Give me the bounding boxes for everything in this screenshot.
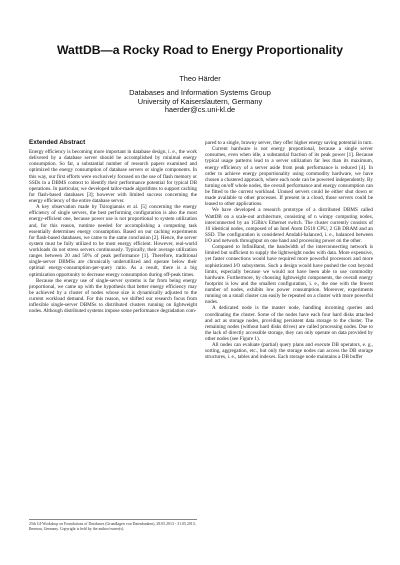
author-block	[0, 74, 400, 115]
section-heading: Extended Abstract	[29, 139, 86, 146]
paragraph: All nodes can evaluate (partial) query plans and execute DB operators, e. g., sorting, aggregation, etc., but only the storage nodes can access the DB storage structures, i. e., tables and indexes. Each storage node maintains a DB buffer	[205, 342, 373, 361]
paragraph: Current hardware is not energy proportional, because a single server consumes, even when idle, a substantial fraction of its peak power [1]. Because typical usage patterns lead to a server utilization far less than its maximum, energy efficiency of a server aside from peak performance is reduced [4]. In order to achieve energy proportionality using commodity hardware, we have chosen a clustered approach, where each node can be powered independently. By turning on/off whole nodes, the overall performance and energy consumption can be fitted to the current workload. Unused servers could be either shut down or made available to other processes. If present in a cloud, those servers could be leased to other applications.	[205, 146, 373, 208]
affiliation-line: Databases and Information Systems Group	[129, 88, 271, 97]
paragraph: We have developed a research prototype of a distributed DBMS called WattDB on a scale-out architecture, consisting of n wimpy computing nodes, interconnected by an 1GBit/s Ethernet switch. The cluster currently consists of 10 identical nodes, composed of an Intel Atom D510 CPU, 2 GB DRAM and an SSD. The configuration is considered Amdahl-balanced, i. e., balanced between I/O and network throughput on one hand and processing power on the other.	[205, 207, 373, 244]
affiliation-line: University of Kaiserslautern, Germany	[137, 96, 263, 106]
author-email: haerder@cs.uni-kl.de	[164, 105, 236, 115]
paragraph: Compared to InfiniBand, the bandwidth of the interconnecting network is limited but sufficient to supply the lightweight nodes with data. More expensive, yet faster connections would have required more powerful processors and more sophisticated I/O subsystems. Such a design would have pushed the cost beyond limits, especially because we would not have been able to use commodity hardware. Furthermore, by choosing lightweight components, the overall energy footprint is low and the smallest configuration, i. e., the one with the fewest number of nodes, exhibits low power consumption. Moreover, experiments running on a small cluster can easily be repeated on a cluster with more powerful nodes.	[205, 244, 373, 306]
author-name: Theo Härder	[179, 74, 221, 83]
left-column	[29, 139, 197, 314]
paragraph: Energy efficiency is becoming more important in database design, i. e., the work delivered by a database server should be accomplished by minimal energy consumption. So far, a substantial number of research papers examined and optimized the energy consumption of database servers or single components. In this way, our first efforts were exclusively focused on the use of flash memory or SSDs in a DBMS context to identify their performance potential for typical DB operations. In particular, we developed tailor-made algorithms to support caching for flash-based databases [3]; however with limited success concerning the energy efficiency of the entire database server.	[29, 149, 197, 204]
paragraph: Because the energy use of single-server systems is far from being energy proportional, we came up with the hypothesis that better energy efficiency may be achieved by a cluster of nodes whose size is dynamically adjusted to the current workload demand. For this reason, we shifted our research focus from inflexible single-server DBMSs to distributed clusters running on lightweight nodes. Although distributed systems impose some performance degradation com-	[29, 277, 197, 315]
paper-title: WattDB—a Rocky Road to Energy Proportionality	[57, 43, 343, 57]
paragraph: A key observation made by Tsirogiannis et al. [5] concerning the energy efficiency of single servers, the best performing configuration is also the most energy-efficient one, because power use is not proportional to system utilization and, for this reason, runtime needed for accomplishing a computing task essentially determines energy consumption. Based on our caching experiments for flash-based databases, we came to the same conclusion [2]. Hence, the server system must be fully utilized to be most energy efficient. However, real-world workloads do not stress servers continuously. Typically, their average utilization ranges between 20 and 50% of peak performance [1]. Therefore, traditional single-server DBMSs are chronically underutilized and operate below their optimal energy-consumption-per-query ratio. As a result, there is a big optimization opportunity to decrease energy consumption during off-peak times.	[29, 204, 197, 278]
copyright-footnote: 25th GI-Workshop on Foundations of Databases (Grundlagen von Datenbanken), 28.05.2013 - 31.05.2013, Ilmenau, Germany. Copyright is held by the author/owner(s).	[29, 519, 197, 532]
paragraph: A dedicated node is the master node, handling incoming queries and coordinating the cluster. Some of the nodes have each four hard disks attached and act as storage nodes, providing persistent data storage to the cluster. The remaining nodes (without hard disks drives) are called processing nodes. Due to the lack of directly accessible storage, they can only operate on data provided by other nodes (see Figure 1).	[205, 305, 373, 342]
right-column	[205, 140, 373, 361]
paragraph: pared to a single, brawny server, they offer higher energy saving potential in turn.	[205, 140, 373, 146]
